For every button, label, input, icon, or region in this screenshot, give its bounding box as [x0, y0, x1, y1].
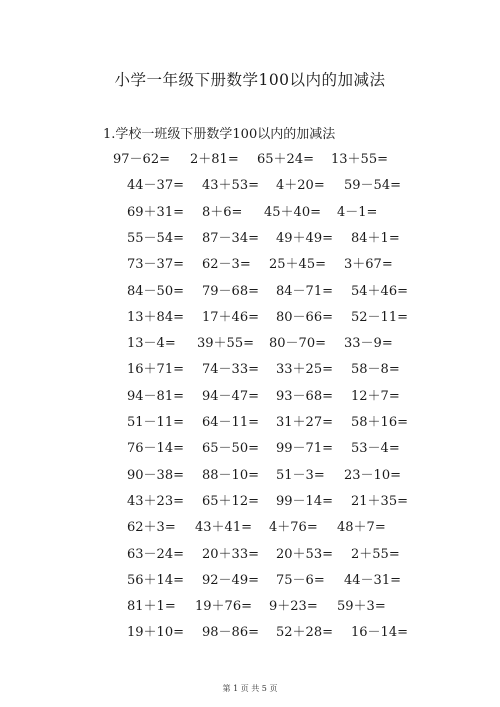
problem-item: 58＋16= — [351, 415, 408, 430]
problem-row — [0, 310, 500, 336]
problem-item: 81＋1= — [127, 599, 176, 615]
problem-item: 52－11= — [351, 309, 408, 325]
problem-item: 62＋3= — [127, 520, 176, 536]
problem-item: 39＋55= — [197, 336, 254, 352]
problem-item: 20＋33= — [202, 546, 259, 562]
problem-item: 84－71= — [276, 283, 333, 299]
problem-row — [0, 599, 500, 625]
problem-item: 8＋6= — [202, 204, 243, 220]
problem-item: 56＋14= — [127, 572, 184, 588]
problem-item: 33＋25= — [276, 362, 333, 378]
problem-item: 13＋84= — [127, 309, 184, 325]
problem-item: 99－71= — [276, 441, 333, 457]
problem-item: 4＋20= — [276, 178, 325, 194]
problem-row — [0, 625, 500, 651]
problem-item: 64－11= — [202, 415, 259, 430]
problem-item: 21＋35= — [351, 493, 408, 509]
problem-row — [0, 468, 500, 494]
problem-item: 84＋1= — [351, 230, 400, 246]
problem-item: 44－37= — [127, 178, 184, 194]
problem-item: 51－11= — [127, 415, 184, 430]
problem-row — [0, 284, 500, 310]
problem-item: 55－54= — [127, 230, 184, 246]
problem-item: 87－34= — [202, 230, 259, 246]
page-title: 小学一年级下册数学100以内的加减法 — [114, 71, 386, 89]
problem-item: 17＋46= — [202, 309, 259, 325]
problem-item: 4＋76= — [269, 520, 318, 536]
problem-item: 49＋49= — [276, 230, 333, 246]
problem-item: 54＋46= — [351, 283, 408, 299]
problem-item: 16－14= — [351, 625, 408, 641]
problem-item: 90－38= — [127, 467, 184, 483]
problem-item: 94－47= — [202, 388, 259, 404]
problem-item: 63－24= — [127, 546, 184, 562]
problem-row — [0, 362, 500, 388]
problem-row — [0, 231, 500, 257]
problem-item: 23－10= — [344, 467, 401, 483]
problem-item: 62－3= — [202, 257, 251, 273]
problem-item: 76－14= — [127, 441, 184, 457]
problem-item: 99－14= — [276, 493, 333, 509]
problem-item: 97－62= — [113, 152, 170, 167]
problem-item: 43＋53= — [202, 178, 259, 194]
problem-item: 80－70= — [269, 336, 326, 352]
problem-item: 59＋3= — [337, 599, 386, 615]
problem-item: 80－66= — [276, 309, 333, 325]
problem-item: 98－86= — [202, 625, 259, 641]
problem-item: 51－3= — [276, 467, 325, 483]
problem-item: 73－37= — [127, 257, 184, 273]
problem-row — [0, 547, 500, 573]
problem-item: 12＋7= — [351, 388, 400, 404]
problem-item: 2＋55= — [351, 546, 400, 562]
problem-item: 9＋23= — [269, 599, 318, 615]
problem-item: 31＋27= — [276, 415, 333, 430]
problem-item: 69＋31= — [127, 204, 184, 220]
problem-item: 33－9= — [344, 336, 393, 352]
problem-item: 84－50= — [127, 283, 184, 299]
problem-item: 58－8= — [351, 362, 400, 378]
problem-item: 43＋41= — [195, 520, 252, 536]
problem-row — [0, 415, 500, 441]
problem-item: 52＋28= — [276, 625, 333, 641]
problem-item: 43＋23= — [127, 493, 184, 509]
problem-item: 3＋67= — [344, 257, 393, 273]
problem-item: 48＋7= — [337, 520, 386, 536]
problem-item: 94－81= — [127, 388, 184, 404]
problem-item: 20＋53= — [276, 546, 333, 562]
problem-item: 2＋81= — [190, 152, 239, 167]
problem-item: 45＋40= — [264, 204, 321, 220]
problem-item: 92－49= — [202, 572, 259, 588]
problem-item: 65＋12= — [202, 493, 259, 509]
problem-row — [0, 389, 500, 415]
problem-item: 19＋76= — [195, 599, 252, 615]
problem-item: 79－68= — [202, 283, 259, 299]
problem-row — [0, 520, 500, 546]
problem-item: 74－33= — [202, 362, 259, 378]
problem-row — [0, 205, 500, 231]
problem-item: 25＋45= — [269, 257, 326, 273]
problem-item: 16＋71= — [127, 362, 184, 378]
section-heading: 1.学校一班级下册数学100以内的加减法 — [103, 127, 336, 142]
problem-item: 65＋24= — [257, 152, 314, 167]
problem-item: 65－50= — [202, 441, 259, 457]
problem-row — [0, 152, 500, 178]
problem-item: 13－4= — [127, 336, 176, 352]
problem-row — [0, 441, 500, 467]
problem-item: 59－54= — [344, 178, 401, 194]
problem-item: 88－10= — [202, 467, 259, 483]
problem-item: 93－68= — [276, 388, 333, 404]
problem-row — [0, 573, 500, 599]
problem-row — [0, 178, 500, 204]
problem-item: 19＋10= — [127, 625, 184, 641]
problem-row — [0, 494, 500, 520]
problem-item: 53－4= — [351, 441, 400, 457]
problem-row — [0, 257, 500, 283]
problem-row — [0, 336, 500, 362]
page-footer: 第 1 页 共 5 页 — [222, 684, 278, 693]
problem-item: 44－31= — [344, 572, 401, 588]
problem-item: 13＋55= — [331, 152, 388, 167]
problem-item: 4－1= — [337, 204, 378, 220]
problem-item: 75－6= — [276, 572, 325, 588]
